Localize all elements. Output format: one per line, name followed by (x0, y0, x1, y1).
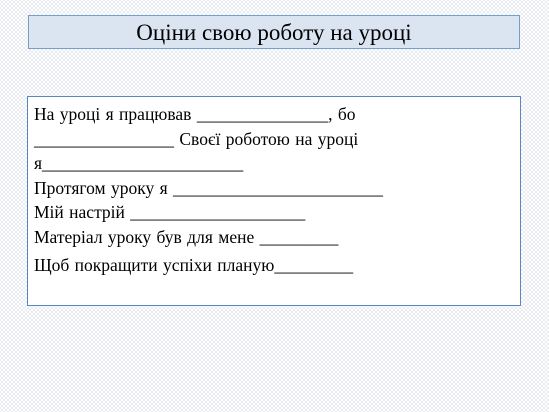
line-plan: Щоб покращити успіхи планую_________ (34, 255, 354, 275)
line-i: я_______________________ (34, 153, 244, 173)
line-own-work: ________________ Своєї роботою на уроці (34, 128, 359, 149)
line-worked: На уроці я працював _______________, бо (34, 104, 356, 124)
line-mood: Мій настрій ____________________ (34, 202, 306, 222)
line-material: Матеріал уроку був для мене _________ (34, 226, 339, 247)
self-assessment-box (27, 96, 521, 306)
title-box (28, 15, 520, 49)
line-during-lesson: Протягом уроку я ________________________ (34, 177, 384, 198)
slide-title: Оціни свою роботу на уроці (136, 19, 412, 45)
